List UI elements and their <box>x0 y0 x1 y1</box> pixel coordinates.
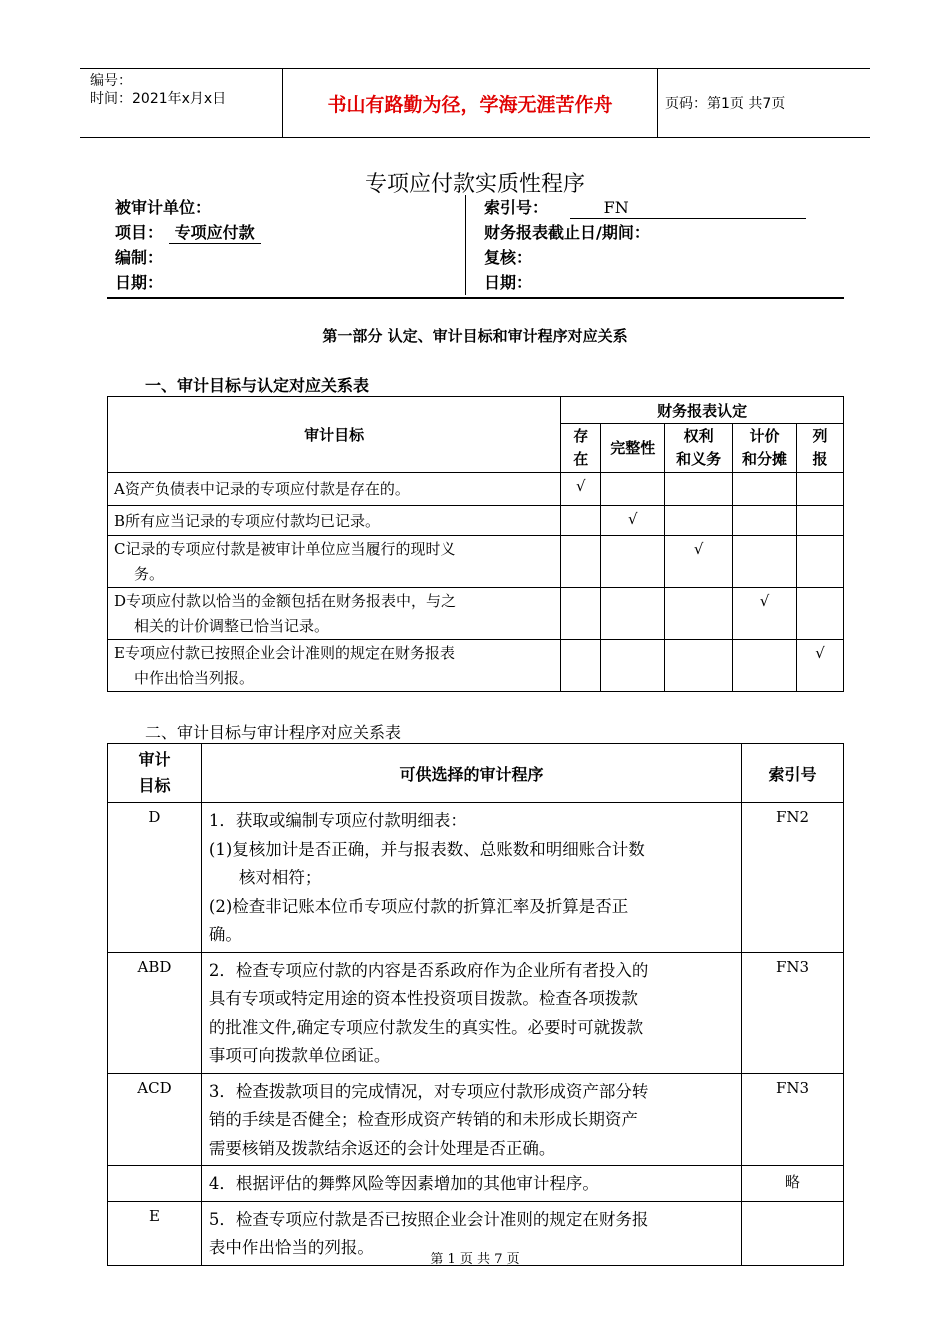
goal-procedure-table <box>107 743 844 1266</box>
assertion-cell <box>797 506 844 536</box>
assertion-cell <box>797 588 844 640</box>
procedure-line: (2)检查非记账本位币专项应付款的折算汇率及折算是否正 <box>208 896 629 916</box>
procedure-index: 略 <box>742 1166 844 1202</box>
procedure-line: 的批准文件,确定专项应付款发生的真实性。必要时可就拨款 <box>208 1017 644 1037</box>
goal-line1: E专项应付款已按照企业会计准则的规定在财务报表 <box>114 644 455 662</box>
section2-heading: 二、审计目标与审计程序对应关系表 <box>145 723 402 742</box>
goal-text <box>108 473 561 506</box>
procedure-goal <box>108 1166 202 1202</box>
header-page-info: 页码：第1页 共7页 <box>665 96 786 112</box>
procedure-text <box>201 1073 741 1166</box>
header-meta <box>80 69 282 137</box>
col-goal-header: 审计目标 <box>108 397 561 473</box>
assertion-cell <box>601 640 665 692</box>
goal-line2: 务。 <box>134 565 165 583</box>
assertion-header-line: 在 <box>573 450 589 468</box>
assertion-cell <box>797 536 844 588</box>
assertion-cell <box>601 473 665 506</box>
procedure-line: 确。 <box>208 925 242 944</box>
goal-text <box>108 588 561 640</box>
procedure-line: 具有专项或特定用途的资本性投资项目拨款。检查各项拨款 <box>208 989 638 1008</box>
assertion-cell <box>601 536 665 588</box>
page-footer: 第 1 页 共 7 页 <box>430 1252 520 1267</box>
assertion-cell <box>665 506 733 536</box>
document-header <box>80 68 870 138</box>
goal-assertion-table <box>107 396 844 692</box>
assertion-cell <box>665 640 733 692</box>
col-procedure-header: 可供选择的审计程序 <box>201 744 741 803</box>
index-label: 索引号： <box>484 198 549 217</box>
date-label-left: 日期： <box>115 273 164 292</box>
header-number: 编号： <box>90 73 132 89</box>
assertion-header <box>733 424 797 473</box>
procedure-text <box>201 803 741 953</box>
check-mark: √ <box>601 506 665 536</box>
col-assertion-header: 财务报表认定 <box>561 397 844 424</box>
goal-line2: 相关的计价调整已恰当记录。 <box>134 617 330 635</box>
project-label: 项目： <box>115 223 164 242</box>
assertion-header-line: 计价 <box>749 427 780 445</box>
assertion-header-line: 列 <box>812 427 828 445</box>
procedure-line: 销的手续是否健全；检查形成资产转销的和未形成长期资产 <box>208 1110 638 1129</box>
goal-line1: B所有应当记录的专项应付款均已记录。 <box>114 511 381 530</box>
info-left <box>107 195 465 295</box>
assertion-cell <box>797 473 844 506</box>
project-row <box>115 220 465 245</box>
procedure-row <box>108 1073 844 1166</box>
assertion-cell <box>561 536 601 588</box>
assertion-cell <box>665 473 733 506</box>
procedure-line: 5．检查专项应付款是否已按照企业会计准则的规定在财务报 <box>208 1209 649 1229</box>
check-mark: √ <box>665 536 733 588</box>
procedure-line: 需要核销及拨款结余返还的会计处理是否正确。 <box>208 1138 556 1158</box>
assertion-header <box>601 424 665 473</box>
section1-heading: 一、审计目标与认定对应关系表 <box>145 376 370 395</box>
col-index-header: 索引号 <box>742 744 844 803</box>
procedure-text <box>201 1166 741 1202</box>
goal-line1: C记录的专项应付款是被审计单位应当履行的现时义 <box>114 540 456 558</box>
assertion-cell <box>561 588 601 640</box>
assertion-header <box>561 424 601 473</box>
procedure-line: 表中作出恰当的列报。 <box>208 1238 374 1257</box>
assertion-cell <box>665 588 733 640</box>
goal-row <box>108 640 844 692</box>
col-goal-line2: 目标 <box>138 776 171 795</box>
check-mark: √ <box>561 473 601 506</box>
assertion-header-line: 和义务 <box>676 450 722 468</box>
procedure-goal: D <box>108 803 202 953</box>
audited-unit-label: 被审计单位： <box>115 198 212 217</box>
assertion-cell <box>601 588 665 640</box>
assertion-header <box>797 424 844 473</box>
assertion-cell <box>733 536 797 588</box>
procedure-index: FN3 <box>742 1073 844 1166</box>
goal-line2: 中作出恰当列报。 <box>134 669 255 687</box>
procedure-goal: ACD <box>108 1073 202 1166</box>
period-label: 财务报表截止日/期间： <box>484 223 650 242</box>
goal-text <box>108 506 561 536</box>
goal-row <box>108 536 844 588</box>
goal-text <box>108 640 561 692</box>
procedure-line: 4．根据评估的舞弊风险等因素增加的其他审计程序。 <box>208 1174 599 1193</box>
procedure-line: 2．检查专项应付款的内容是否系政府作为企业所有者投入的 <box>208 960 649 980</box>
check-mark: √ <box>797 640 844 692</box>
col-goal-line1: 审计 <box>138 750 171 769</box>
goal-text <box>108 536 561 588</box>
index-value: FN <box>570 198 806 219</box>
assertion-header-line: 权利 <box>683 427 714 445</box>
assertion-header-line: 和分摊 <box>742 450 788 468</box>
procedure-row <box>108 952 844 1073</box>
assertion-header <box>665 424 733 473</box>
procedure-row <box>108 1166 844 1202</box>
procedure-goal: ABD <box>108 952 202 1073</box>
info-right <box>465 195 844 295</box>
procedure-header-row <box>108 744 844 803</box>
goal-row <box>108 506 844 536</box>
part-title: 第一部分 认定、审计目标和审计程序对应关系 <box>322 327 628 345</box>
project-value: 专项应付款 <box>169 223 261 244</box>
header-time: 时间：2021年x月x日 <box>90 91 227 107</box>
assertion-cell <box>733 506 797 536</box>
check-mark: √ <box>733 588 797 640</box>
assertion-cell <box>733 640 797 692</box>
procedure-line: (1)复核加计是否正确，并与报表数、总账数和明细账合计数 <box>208 839 645 859</box>
document-title: 专项应付款实质性程序 <box>364 172 585 197</box>
assertion-cell <box>561 640 601 692</box>
procedure-line: 事项可向拨款单位函证。 <box>208 1046 391 1065</box>
procedure-line: 3．检查拨款项目的完成情况，对专项应付款形成资产部分转 <box>208 1081 649 1101</box>
info-block <box>107 195 844 299</box>
procedure-goal: E <box>108 1201 202 1265</box>
procedure-line: 核对相符； <box>238 868 322 887</box>
procedure-index: FN3 <box>742 952 844 1073</box>
review-label: 复核： <box>484 248 533 267</box>
assertion-cell <box>733 473 797 506</box>
procedure-text <box>201 952 741 1073</box>
goal-row <box>108 588 844 640</box>
goal-row <box>108 473 844 506</box>
prepared-label: 编制： <box>115 248 164 267</box>
goal-line1: D专项应付款以恰当的金额包括在财务报表中，与之 <box>114 592 457 610</box>
col-goal-header-2 <box>108 744 202 803</box>
date-label-right: 日期： <box>484 273 533 292</box>
assertion-header-line: 完整性 <box>610 439 656 457</box>
procedure-index: FN2 <box>742 803 844 953</box>
assertion-header-line: 报 <box>812 450 828 468</box>
header-slogan: 书山有路勤为径，学海无涯苦作舟 <box>282 69 658 137</box>
index-row <box>484 195 844 220</box>
assertion-cell <box>561 506 601 536</box>
procedure-line: 1．获取或编制专项应付款明细表： <box>208 811 467 830</box>
goal-line1: A资产负债表中记录的专项应付款是存在的。 <box>114 480 410 498</box>
assertion-header-line: 存 <box>573 427 589 445</box>
procedure-row <box>108 803 844 953</box>
